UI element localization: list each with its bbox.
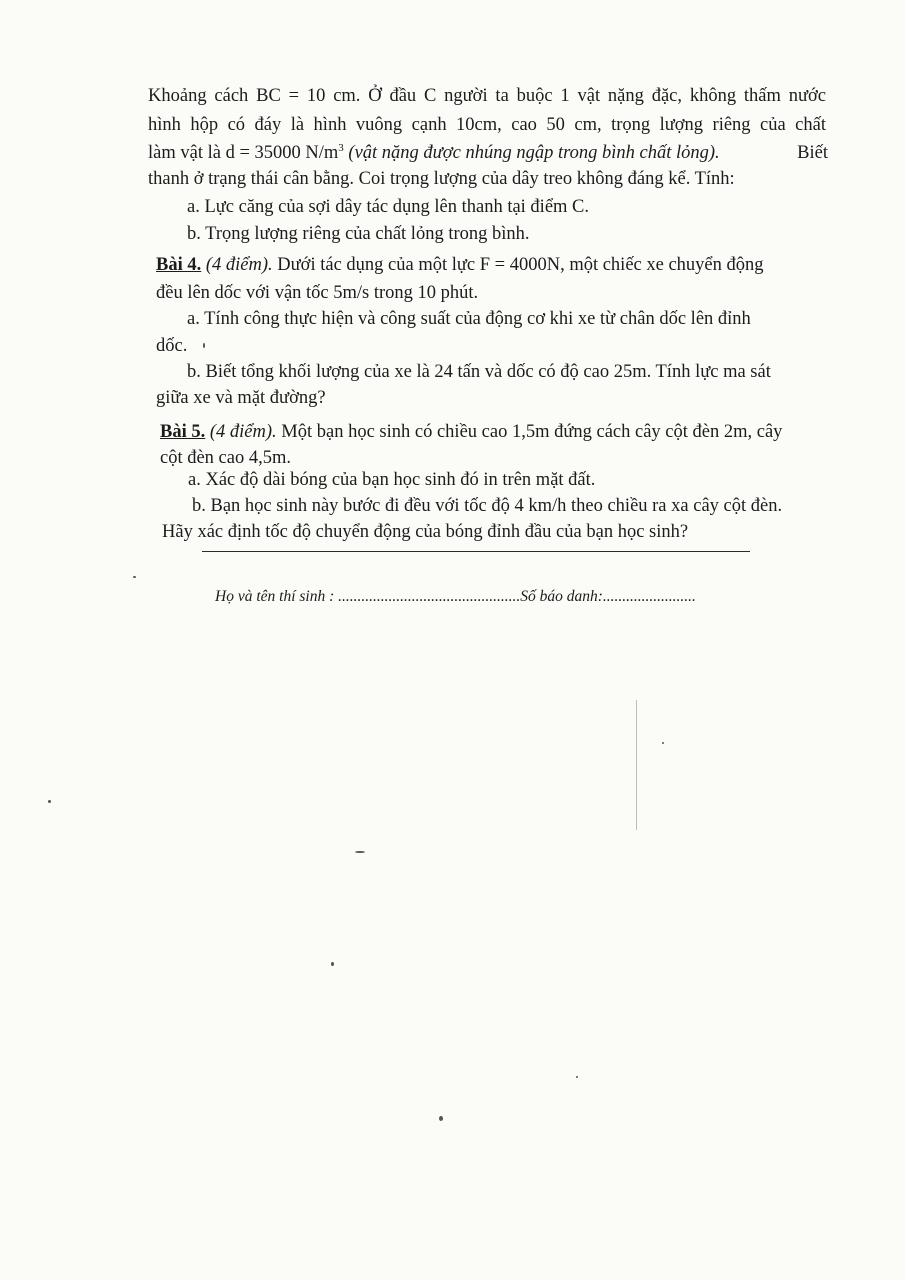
- scan-speck: [662, 742, 664, 744]
- bai4-item-a-line-1: a. Tính công thực hiện và công suất của động cơ khi xe từ chân dốc lên đỉnh: [187, 309, 751, 329]
- bai4-line-2: đều lên dốc với vận tốc 5m/s trong 10 phút.: [156, 283, 479, 303]
- scan-speck: [203, 343, 205, 348]
- footer-divider: [202, 551, 750, 552]
- candidate-name-dots: ...............................................: [338, 588, 521, 605]
- bai5-item-b-line-2: Hãy xác định tốc độ chuyển động của bóng đỉnh đầu của bạn học sinh?: [162, 522, 689, 542]
- candidate-name-label: Họ và tên thí sinh :: [215, 588, 335, 605]
- bai4-line-1-rest: Dưới tác dụng của một lực F = 4000N, một chiếc xe chuyển động: [277, 255, 764, 275]
- bai4-item-a-line-2: dốc.: [156, 336, 188, 356]
- intro-item-b: b. Trọng lượng riêng của chất lỏng trong bình.: [187, 224, 530, 244]
- intro-line-3: [148, 141, 828, 165]
- bai5-line-1: [160, 420, 782, 444]
- bai5-label: Bài 5.: [160, 422, 206, 442]
- candidate-id-dots: ........................: [602, 588, 696, 605]
- scan-line: [636, 700, 637, 830]
- bai4-line-1: [156, 253, 764, 277]
- bai4-points: (4 điểm).: [205, 255, 273, 275]
- bai5-item-a: a. Xác độ dài bóng của bạn học sinh đó in trên mặt đất.: [188, 470, 596, 490]
- bai5-line-2: cột đèn cao 4,5m.: [160, 448, 291, 468]
- intro-line-2: hình hộp có đáy là hình vuông cạnh 10cm, cao 50 cm, trọng lượng riêng của chất: [148, 115, 826, 135]
- bai4-label: Bài 4.: [156, 255, 202, 275]
- scan-speck: [355, 851, 365, 853]
- bai4-item-b-line-2: giữa xe và mặt đường?: [156, 388, 326, 408]
- scan-speck: [331, 962, 334, 966]
- scan-speck: [439, 1116, 443, 1121]
- intro-item-a: a. Lực căng của sợi dây tác dụng lên thanh tại điểm C.: [187, 197, 590, 217]
- bai5-points: (4 điểm).: [209, 422, 277, 442]
- candidate-info: [215, 588, 696, 606]
- note-italic: (vật nặng được nhúng ngập trong bình chất lỏng).: [348, 143, 720, 163]
- unit-exponent: 3: [338, 142, 344, 154]
- density-text: làm vật là d = 35000 N/m: [148, 143, 339, 163]
- scan-speck: [48, 800, 51, 803]
- scan-speck: [133, 576, 136, 578]
- bai5-item-b-line-1: b. Bạn học sinh này bước đi đều với tốc độ 4 km/h theo chiều ra xa cây cột đèn.: [192, 496, 783, 516]
- intro-line-1: Khoảng cách BC = 10 cm. Ở đầu C người ta buộc 1 vật nặng đặc, không thấm nước: [148, 86, 826, 106]
- candidate-id-label: Số báo danh:: [520, 588, 603, 605]
- scan-speck: [576, 1076, 578, 1078]
- bai4-item-b-line-1: b. Biết tổng khối lượng của xe là 24 tấn và dốc có độ cao 25m. Tính lực ma sát: [187, 362, 771, 382]
- intro-line-4: thanh ở trạng thái cân bằng. Coi trọng lượng của dây treo không đáng kể. Tính:: [148, 169, 735, 189]
- intro-line-3-end: Biết: [797, 143, 828, 163]
- bai5-line-1-rest: Một bạn học sinh có chiều cao 1,5m đứng cách cây cột đèn 2m, cây: [281, 422, 783, 442]
